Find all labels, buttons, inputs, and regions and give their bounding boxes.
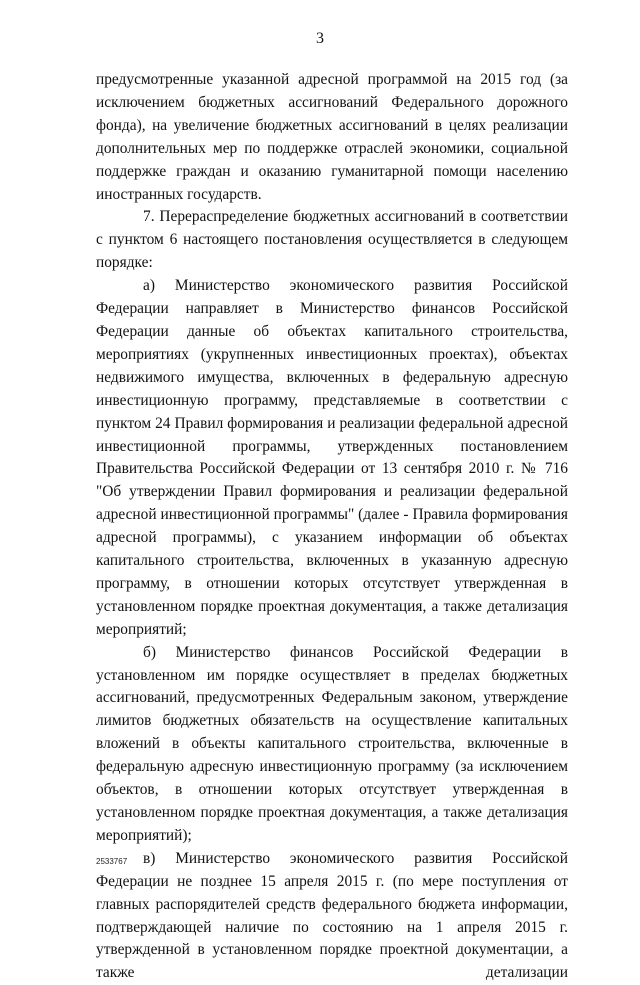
paragraph-continuation: предусмотренные указанной адресной программой на 2015 год (за исключением бюджетных ассигнований Федерального дорожного фонда), на увеличение бюджетных ассигнований в целях реализации дополнительных мер по поддержке отраслей экономики, социальной поддержке граждан и оказанию гуманитарной помощи населению иностранных государств.	[96, 71, 568, 203]
paragraph-subitem-a: а) Министерство экономического развития Российской Федерации направляет в Министерство финансов Российской Федерации данные об объектах капитального строительства, мероприятиях (укрупненных инвестиционных проектах), объектах недвижимого имущества, включенных в федеральную адресную инвестиционную программу, представляемые в соответствии с пунктом 24 Правил формирования и реализации федеральной адресной инвестиционной программы, утвержденных постановлением Правительства Российской Федерации от 13 сентября 2010 г. № 716 "Об утверждении Правил формирования и реализации федеральной адресной инвестиционной программы" (далее - Правила формирования адресной программы), с указанием информации об объектах капитального строительства, включенных в указанную адресную программу, в отношении которых отсутствует утвержденная в установленном порядке проектная документация, а также детализация мероприятий;	[96, 277, 568, 638]
document-code: 2533767	[96, 857, 128, 866]
paragraph-subitem-b: б) Министерство финансов Российской Федерации в установленном им порядке осуществляет в пределах бюджетных ассигнований, предусмотренных Федеральным законом, утверждение лимитов бюджетных обязательств на осуществление капитальных вложений в объекты капитального строительства, включенные в федеральную адресную инвестиционную программу (за исключением объектов, в отношении которых отсутствует утвержденная в установленном порядке проектная документация, а также детализация мероприятий);	[96, 643, 568, 844]
paragraph-subitem-v: в) Министерство экономического развития Российской Федерации не позднее 15 апреля 2015 г. (по мере поступления от главных распорядителей средств федерального бюджета информации, подтверждающей наличие по состоянию на 1 апреля 2015 г. утвержденной в установленном порядке проектной документации, а также детализации	[96, 849, 568, 982]
paragraph-item-7: 7. Перераспределение бюджетных ассигнований в соответствии с пунктом 6 настоящего постановления осуществляется в следующем порядке:	[96, 208, 568, 272]
document-body	[96, 69, 568, 985]
page-number: 3	[316, 30, 324, 47]
